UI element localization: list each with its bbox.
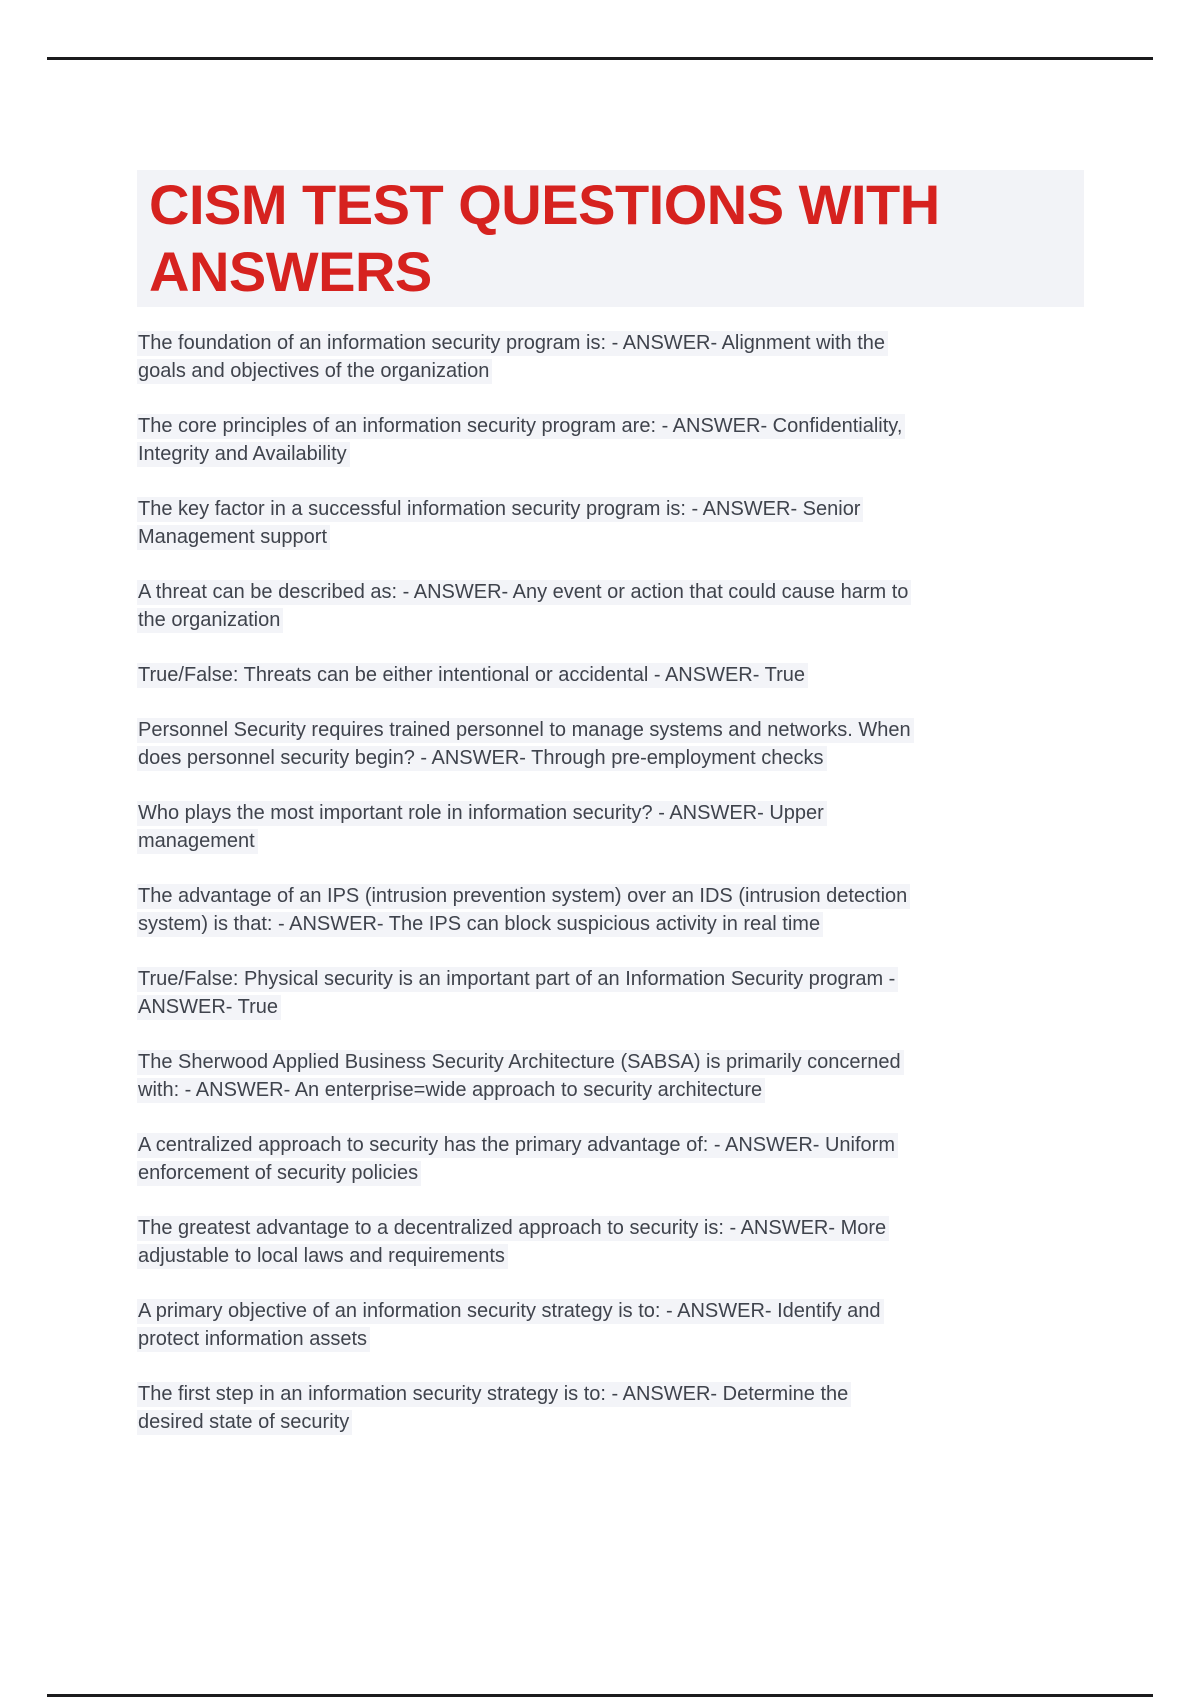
qa-line: adjustable to local laws and requirements bbox=[137, 1244, 508, 1269]
qa-line: management bbox=[137, 829, 258, 854]
qa-paragraph bbox=[137, 329, 1067, 385]
qa-paragraph bbox=[137, 965, 1067, 1021]
qa-line: The first step in an information security strategy is to: - ANSWER- Determine the bbox=[137, 1382, 851, 1407]
qa-paragraph bbox=[137, 716, 1067, 772]
header-rule bbox=[47, 57, 1153, 60]
qa-line: The foundation of an information security program is: - ANSWER- Alignment with the bbox=[137, 331, 888, 356]
qa-line: Who plays the most important role in information security? - ANSWER- Upper bbox=[137, 801, 827, 826]
qa-line: The Sherwood Applied Business Security Architecture (SABSA) is primarily concerned bbox=[137, 1050, 904, 1075]
qa-line: ANSWER- True bbox=[137, 995, 281, 1020]
footer-rule bbox=[47, 1694, 1153, 1697]
qa-line: Personnel Security requires trained personnel to manage systems and networks. When bbox=[137, 718, 914, 743]
page-title-line-2: ANSWERS bbox=[149, 240, 432, 303]
qa-line: A centralized approach to security has the primary advantage of: - ANSWER- Uniform bbox=[137, 1133, 898, 1158]
qa-paragraph bbox=[137, 1380, 1067, 1436]
page-title bbox=[137, 170, 1084, 307]
qa-paragraph bbox=[137, 412, 1067, 468]
qa-paragraph bbox=[137, 578, 1067, 634]
qa-line: The key factor in a successful information security program is: - ANSWER- Senior bbox=[137, 497, 863, 522]
qa-paragraph bbox=[137, 1131, 1067, 1187]
qa-paragraph bbox=[137, 1214, 1067, 1270]
qa-paragraph bbox=[137, 799, 1067, 855]
qa-line: Management support bbox=[137, 525, 330, 550]
qa-line: The advantage of an IPS (intrusion prevention system) over an IDS (intrusion detection bbox=[137, 884, 910, 909]
qa-paragraph bbox=[137, 495, 1067, 551]
qa-line: The core principles of an information security program are: - ANSWER- Confidentiality, bbox=[137, 414, 905, 439]
qa-line: A threat can be described as: - ANSWER- Any event or action that could cause harm to bbox=[137, 580, 911, 605]
qa-list bbox=[137, 329, 1067, 1463]
qa-line: True/False: Physical security is an important part of an Information Security program - bbox=[137, 967, 898, 992]
qa-line: enforcement of security policies bbox=[137, 1161, 421, 1186]
qa-line: True/False: Threats can be either intentional or accidental - ANSWER- True bbox=[137, 663, 808, 688]
qa-line: does personnel security begin? - ANSWER- Through pre-employment checks bbox=[137, 746, 827, 771]
qa-paragraph bbox=[137, 1048, 1067, 1104]
qa-line: protect information assets bbox=[137, 1327, 370, 1352]
qa-paragraph bbox=[137, 882, 1067, 938]
qa-paragraph bbox=[137, 1297, 1067, 1353]
qa-line: with: - ANSWER- An enterprise=wide approach to security architecture bbox=[137, 1078, 765, 1103]
qa-line: The greatest advantage to a decentralized approach to security is: - ANSWER- More bbox=[137, 1216, 889, 1241]
page-title-line-1: CISM TEST QUESTIONS WITH bbox=[149, 173, 940, 236]
qa-line: Integrity and Availability bbox=[137, 442, 350, 467]
qa-line: desired state of security bbox=[137, 1410, 352, 1435]
qa-paragraph bbox=[137, 661, 1067, 689]
qa-line: system) is that: - ANSWER- The IPS can block suspicious activity in real time bbox=[137, 912, 823, 937]
qa-line: goals and objectives of the organization bbox=[137, 359, 492, 384]
qa-line: the organization bbox=[137, 608, 283, 633]
qa-line: A primary objective of an information security strategy is to: - ANSWER- Identify and bbox=[137, 1299, 884, 1324]
